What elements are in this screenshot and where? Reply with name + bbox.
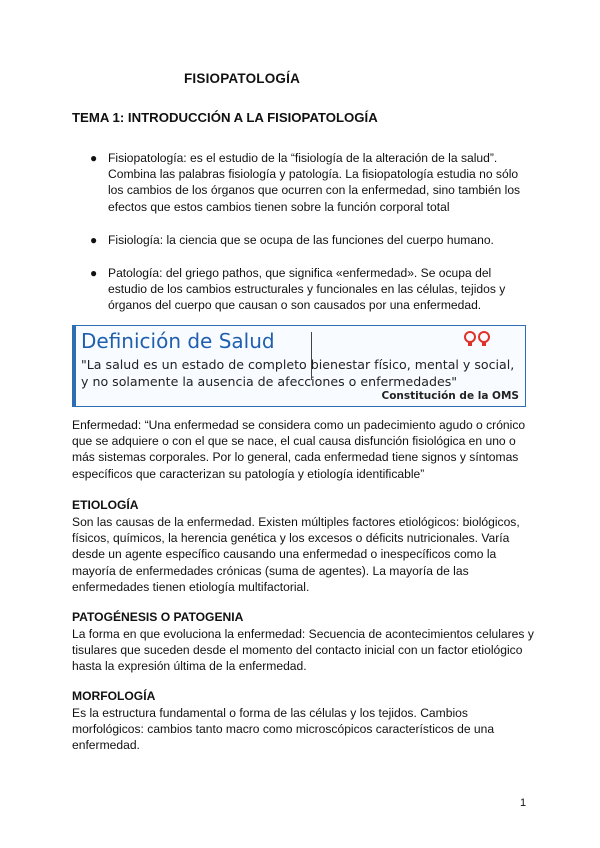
definitions-list [72,150,532,331]
morfologia-paragraph: Es la estructura fundamental o forma de las células y los tejidos. Cambios morfológicos: cambios tanto macro como microscópicos característicos de una enfermedad. [72,706,495,753]
patogenesis-paragraph: La forma en que evoluciona la enfermedad: Secuencia de acontecimientos celulares y tisulares que suceden desde el momento del contacto inicial con un factor etiológico hasta la expresión última de la enfermedad. [72,627,534,674]
list-item: ● Fisiología: la ciencia que se ocupa de las funciones del cuerpo humano. [90,232,494,247]
list-item: ● Patología: del griego pathos, que significa «enfermedad». Se ocupa del estudio de los cambios estructurales y funcionales en las células, tejidos y órganos del cuerpo que causan o son causados por una enfermedad. [90,266,506,313]
page-number: 1 [520,797,527,809]
etiologia-heading: ETIOLOGÍA [72,498,139,512]
list-item: ● Fisiopatología: es el estudio de la “fisiología de la alteración de la salud”. Combina las palabras fisiología y patología. La fisiopatología estudia no sólo los cambios de los órganos que ocurren con la enfermedad, sino también los efectos que estos cambios tienen sobre la función corporal total [90,151,521,214]
patogenesis-heading: PATOGÉNESIS O PATOGENIA [72,610,244,624]
morfologia-heading: MORFOLOGÍA [72,689,156,703]
bullet-icon: ● [90,232,98,247]
bullet-icon: ● [90,266,98,281]
health-definition-box [72,325,526,407]
etiologia-paragraph: Son las causas de la enfermedad. Existen múltiples factores etiológicos: biológicos, físicos, químicos, la herencia genética y los excesos o déficits nutricionales. Varía desde un agente específico causando una enfermedad o inespecíficos como la mayoría de enfermedades crónicas (suma de agentes). La mayoría de las enfermedades tienen etiología multifactorial. [72,515,520,594]
section-heading-tema-1: TEMA 1: INTRODUCCIÓN A LA FISIOPATOLOGÍA [72,110,378,125]
quote-source: Constitución de la OMS [381,390,519,402]
box-title: Definición de Salud [81,329,275,353]
lightbulbs-icon [463,331,493,347]
document-title: FISIOPATOLOGÍA [183,71,301,86]
bullet-icon: ● [90,151,98,165]
enfermedad-paragraph: Enfermedad: “Una enfermedad se considera como un padecimiento agudo o crónico que se adquiere o con el que se nace, el cual causa disfunción fisiológica en uno o más sistemas corporales. Por lo general, cada enfermedad tiene signos y síntomas específicos que caracterizan su patología y etiología identificable” [72,418,526,481]
who-quote: "La salud es un estado de completo bienestar físico, mental y social, y no solamente la ausencia de afecciones o enfermedades" [81,357,515,389]
